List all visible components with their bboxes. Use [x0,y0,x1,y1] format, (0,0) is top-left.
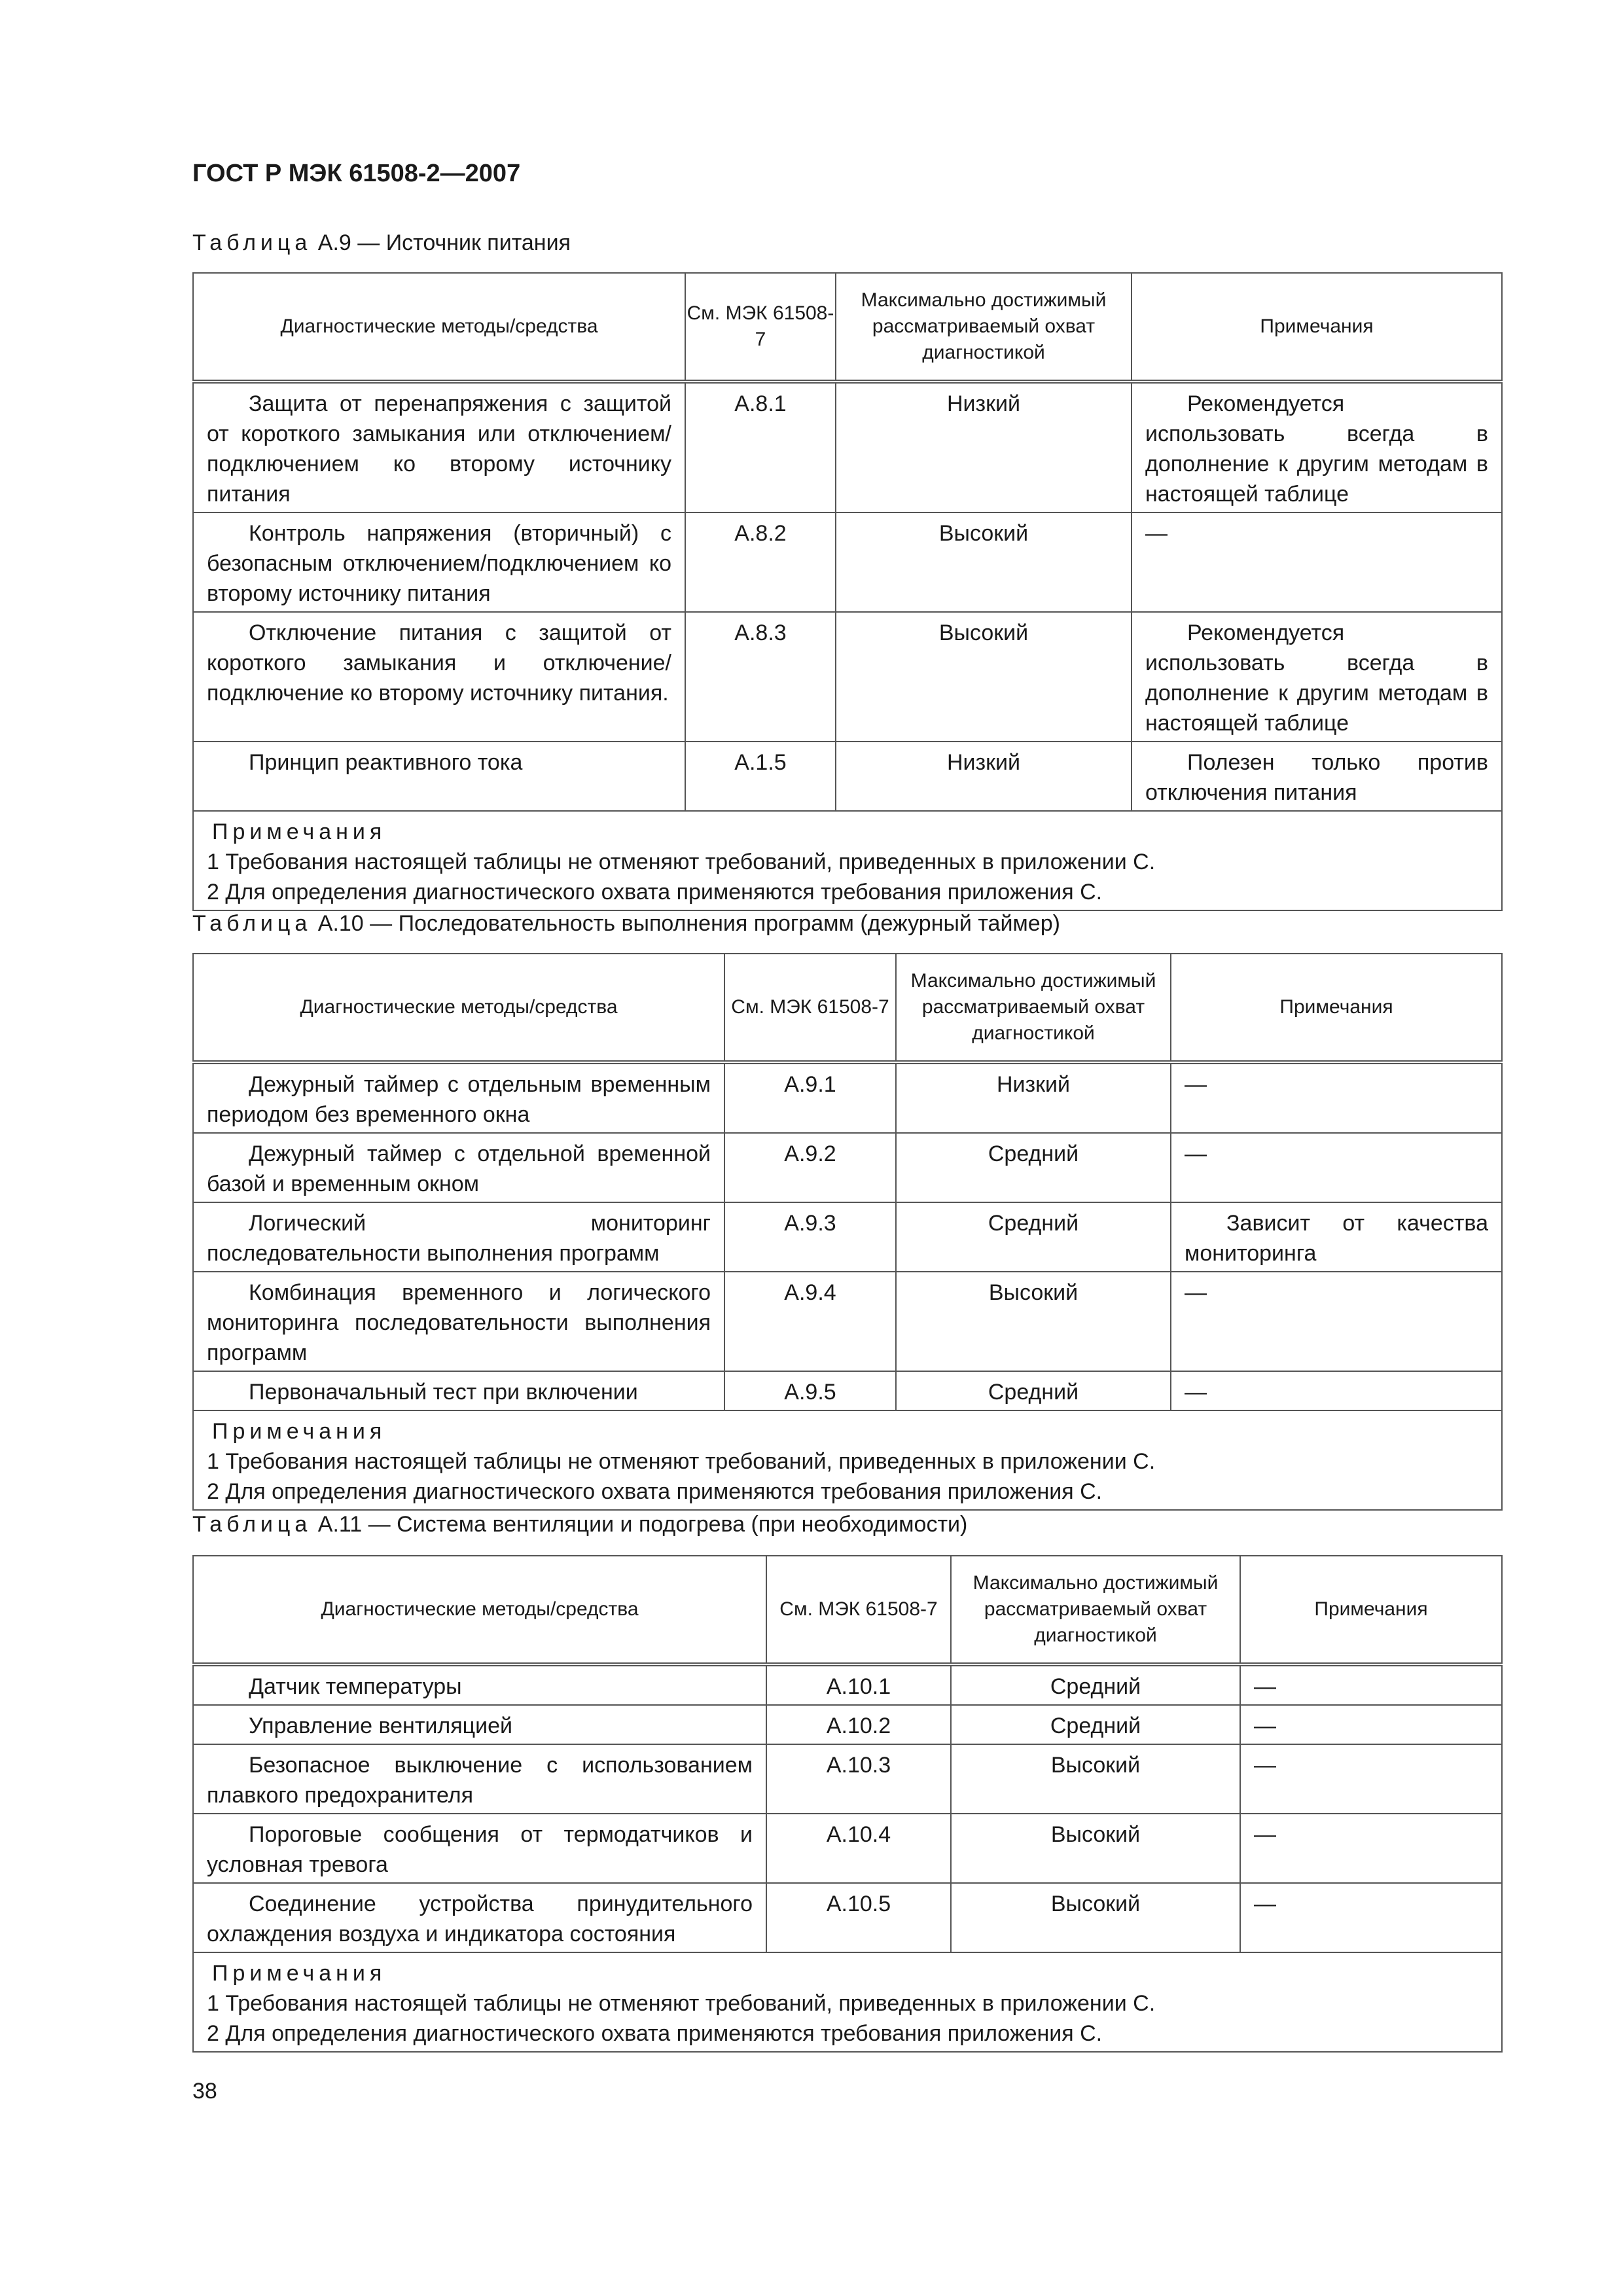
note-line: 1 Требования настоящей таблицы не отменяют требований, приведенных в приложении С. [207,1449,1156,1474]
note-line: 2 Для определения диагностического охвата применяются требования приложения С. [207,880,1103,905]
method-cell: Первоначальный тест при включении [193,1371,724,1410]
table-caption-text: А.11 — Система вентиляции и подогрева (при необходимости) [317,1512,968,1537]
reference-cell: А.1.5 [685,742,836,811]
table-caption-text: А.10 — Последовательность выполнения программ (дежурный таймер) [317,911,1060,936]
reference-cell: А.9.2 [724,1133,896,1202]
coverage-cell: Высокий [896,1272,1171,1371]
note-cell: — [1240,1664,1502,1705]
column-header-coverage: Максимально достижимый рассматриваемый охват диагностикой [836,273,1132,382]
reference-cell: А.8.1 [685,382,836,512]
table-row [193,1664,1502,1705]
coverage-cell: Средний [951,1705,1240,1744]
table-row [193,612,1502,742]
column-header-methods: Диагностические методы/средства [193,1556,766,1664]
table-row [193,1202,1502,1272]
note-line: 1 Требования настоящей таблицы не отменяют требований, приведенных в приложении С. [207,850,1156,874]
method-cell: Отключение питания с защитой от короткого замыкания и отключение/подключение ко второму источнику питания. [193,612,685,742]
coverage-cell: Высокий [951,1744,1240,1814]
notes-title: Примечания [212,1419,387,1444]
method-cell: Безопасное выключение с использованием плавкого предохранителя [193,1744,766,1814]
note-cell: — [1240,1883,1502,1952]
reference-cell: А.8.2 [685,512,836,612]
reference-cell: А.9.3 [724,1202,896,1272]
coverage-cell: Низкий [896,1062,1171,1133]
table-caption-label: Таблица [192,230,312,255]
coverage-cell: Высокий [951,1814,1240,1883]
table-row [193,742,1502,811]
reference-cell: А.10.1 [766,1664,951,1705]
note-cell: Рекомендуется использовать всегда в дополнение к другим методам в настоящей таблице [1132,382,1502,512]
reference-cell: А.10.3 [766,1744,951,1814]
method-cell: Логический мониторинг последовательности выполнения программ [193,1202,724,1272]
note-cell: — [1132,512,1502,612]
coverage-cell: Средний [896,1202,1171,1272]
method-cell: Комбинация временного и логического мониторинга последовательности выполнения программ [193,1272,724,1371]
reference-cell: А.10.5 [766,1883,951,1952]
table-caption [192,230,571,256]
table-caption [192,911,1060,937]
document-header: ГОСТ Р МЭК 61508-2—2007 [192,160,521,187]
note-cell: Рекомендуется использовать всегда в дополнение к другим методам в настоящей таблице [1132,612,1502,742]
note-line: 1 Требования настоящей таблицы не отменяют требований, приведенных в приложении С. [207,1991,1156,2016]
reference-cell: А.8.3 [685,612,836,742]
note-cell: — [1171,1133,1502,1202]
table-notes [193,811,1502,910]
table-row [193,1814,1502,1883]
method-cell: Соединение устройства принудительного охлаждения воздуха и индикатора состояния [193,1883,766,1952]
note-cell: — [1171,1371,1502,1410]
table-row [193,1062,1502,1133]
coverage-cell: Низкий [836,742,1132,811]
method-cell: Контроль напряжения (вторичный) с безопасным отключением/подключением ко второму источнику питания [193,512,685,612]
note-cell: — [1240,1705,1502,1744]
table-notes [193,1410,1502,1510]
program-sequence-table [192,953,1503,1511]
table-row [193,1744,1502,1814]
coverage-cell: Высокий [951,1883,1240,1952]
coverage-cell: Средний [951,1664,1240,1705]
table-row [193,382,1502,512]
table-row [193,1705,1502,1744]
page-number: 38 [192,2079,217,2104]
column-header-notes: Примечания [1171,954,1502,1062]
note-cell: — [1240,1744,1502,1814]
note-cell: Полезен только против отключения питания [1132,742,1502,811]
method-cell: Принцип реактивного тока [193,742,685,811]
table-row [193,1371,1502,1410]
note-cell: — [1171,1272,1502,1371]
table-notes [193,1952,1502,2052]
table-caption-label: Таблица [192,1512,312,1537]
note-cell: — [1240,1814,1502,1883]
column-header-coverage: Максимально достижимый рассматриваемый охват диагностикой [896,954,1171,1062]
table-caption-label: Таблица [192,911,312,936]
method-cell: Пороговые сообщения от термодатчиков и условная тревога [193,1814,766,1883]
note-cell: Зависит от качества мониторинга [1171,1202,1502,1272]
reference-cell: А.9.4 [724,1272,896,1371]
method-cell: Защита от перенапряжения с защитой от короткого замыкания или отключением/подключением ко второму источнику питания [193,382,685,512]
coverage-cell: Низкий [836,382,1132,512]
table-row [193,512,1502,612]
column-header-reference: См. МЭК 61508-7 [685,273,836,382]
method-cell: Датчик температуры [193,1664,766,1705]
note-line: 2 Для определения диагностического охвата применяются требования приложения С. [207,1479,1103,1504]
column-header-notes: Примечания [1240,1556,1502,1664]
method-cell: Дежурный таймер с отдельным временным периодом без временного окна [193,1062,724,1133]
coverage-cell: Высокий [836,612,1132,742]
column-header-methods: Диагностические методы/средства [193,954,724,1062]
table-notes-row [193,811,1502,910]
column-header-methods: Диагностические методы/средства [193,273,685,382]
column-header-notes: Примечания [1132,273,1502,382]
note-cell: — [1171,1062,1502,1133]
column-header-reference: См. МЭК 61508-7 [724,954,896,1062]
coverage-cell: Высокий [836,512,1132,612]
ventilation-table [192,1555,1503,2053]
table-notes-row [193,1952,1502,2052]
notes-title: Примечания [212,1961,387,1986]
table-row [193,1883,1502,1952]
table-notes-row [193,1410,1502,1510]
column-header-reference: См. МЭК 61508-7 [766,1556,951,1664]
coverage-cell: Средний [896,1371,1171,1410]
table-caption [192,1512,967,1537]
method-cell: Дежурный таймер с отдельной временной базой и временным окном [193,1133,724,1202]
table-caption-text: А.9 — Источник питания [317,230,571,255]
column-header-coverage: Максимально достижимый рассматриваемый охват диагностикой [951,1556,1240,1664]
reference-cell: А.9.1 [724,1062,896,1133]
coverage-cell: Средний [896,1133,1171,1202]
note-line: 2 Для определения диагностического охвата применяются требования приложения С. [207,2021,1103,2046]
method-cell: Управление вентиляцией [193,1705,766,1744]
reference-cell: А.10.4 [766,1814,951,1883]
table-row [193,1133,1502,1202]
reference-cell: А.10.2 [766,1705,951,1744]
power-supply-table [192,272,1503,911]
table-row [193,1272,1502,1371]
notes-title: Примечания [212,819,387,844]
reference-cell: А.9.5 [724,1371,896,1410]
